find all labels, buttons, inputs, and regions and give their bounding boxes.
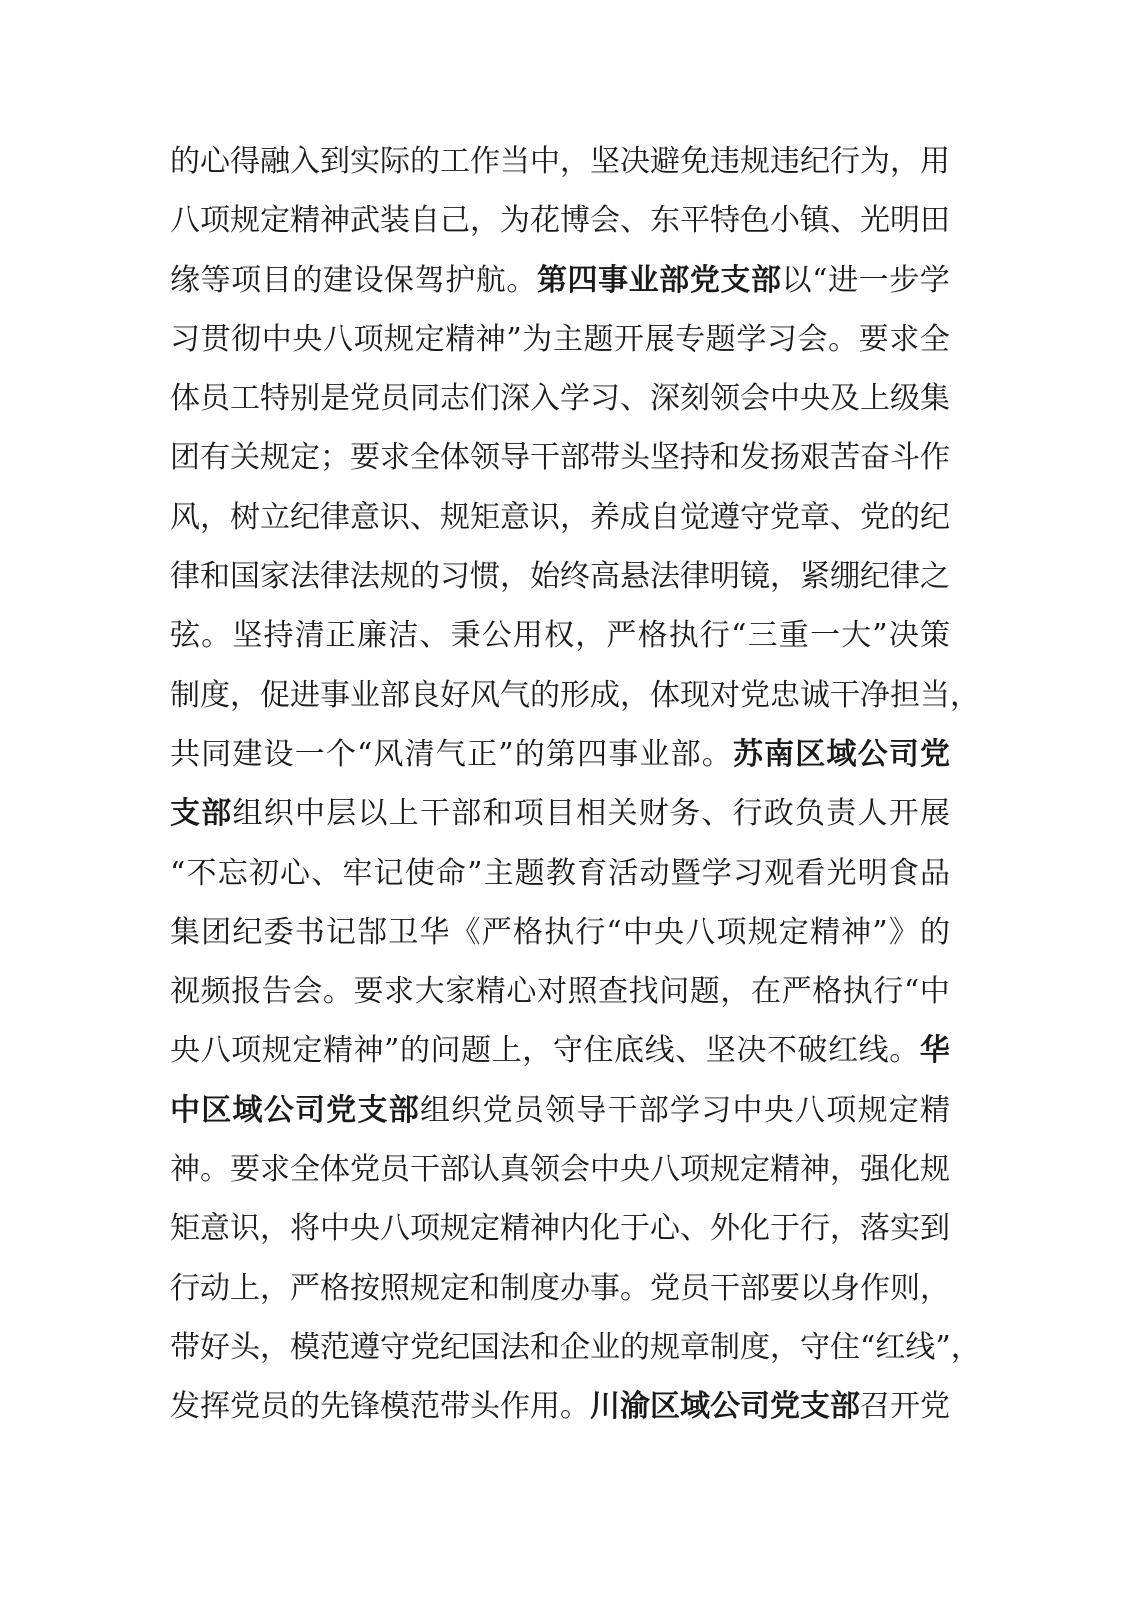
- text-line: 制 度 ， 促 进 事 业 部 良 好 风 气 的 形 成 ， 体 现 对 党 忠 诚 干 净 担 当 ，: [170, 677, 980, 713]
- text-line: 律 和 国 家 法 律 法 规 的 习 惯 ， 始 终 高 悬 法 律 明 镜 ， 紧 绷 纪 律 之: [170, 559, 950, 595]
- text-line: 风 ， 树 立 纪 律 意 识 、 规 矩 意 识 ， 养 成 自 觉 遵 守 党 章 、 党 的 纪: [170, 499, 950, 535]
- text-line: 央 八 项 规 定 精 神 ” 的 问 题 上 ， 守 住 底 线 、 坚 决 不 破 红 线 。 华: [170, 1033, 950, 1069]
- text-line: 的 心 得 融 入 到 实 际 的 工 作 当 中 ， 坚 决 避 免 违 规 违 纪 行 为 ， 用: [170, 144, 950, 179]
- text-line: 缘 等 项 目 的 建 设 保 驾 护 航 。 第 四 事 业 部 党 支 部 以 “ 进 一 步 学: [170, 262, 950, 298]
- text-line: 发 挥 党 员 的 先 锋 模 范 带 头 作 用 。 川 渝 区 域 公 司 党 支 部 召 开 党: [170, 1389, 950, 1425]
- text-line: 神 。 要 求 全 体 党 员 干 部 认 真 领 会 中 央 八 项 规 定 精 神 ， 强 化 规: [170, 1152, 950, 1188]
- text-line: “ 不 忘 初 心 、 牢 记 使 命 ” 主 题 教 育 活 动 暨 学 习 观 看 光 明 食 品: [170, 855, 950, 891]
- text-line: 弦 。 坚 持 清 正 廉 洁 、 秉 公 用 权 ， 严 格 执 行 “ 三 重 一 大 ” 决 策: [170, 618, 950, 654]
- text-line: 行 动 上 ， 严 格 按 照 规 定 和 制 度 办 事 。 党 员 干 部 要 以 身 作 则 ，: [170, 1270, 950, 1306]
- text-line: 集 团 纪 委 书 记 郜 卫 华 《 严 格 执 行 “ 中 央 八 项 规 定 精 神 ” 》 的: [170, 914, 950, 950]
- text-line: 中 区 域 公 司 党 支 部 组 织 党 员 领 导 干 部 学 习 中 央 八 项 规 定 精: [170, 1092, 950, 1128]
- text-line: 习 贯 彻 中 央 八 项 规 定 精 神 ” 为 主 题 开 展 专 题 学 习 会 。 要 求 全: [170, 321, 950, 357]
- text-line: 八 项 规 定 精 神 武 装 自 己 ， 为 花 博 会 、 东 平 特 色 小 镇 、 光 明 田: [170, 203, 950, 239]
- text-line: 视 频 报 告 会 。 要 求 大 家 精 心 对 照 查 找 问 题 ， 在 严 格 执 行 “ 中: [170, 974, 950, 1010]
- text-line: 团 有 关 规 定 ； 要 求 全 体 领 导 干 部 带 头 坚 持 和 发 扬 艰 苦 奋 斗 作: [170, 440, 950, 476]
- text-line: 共 同 建 设 一 个 “ 风 清 气 正 ” 的 第 四 事 业 部 。 苏 南 区 域 公 司 党: [170, 736, 950, 772]
- text-line: 带 好 头 ， 模 范 遵 守 党 纪 国 法 和 企 业 的 规 章 制 度 ， 守 住 “ 红 线 ” ，: [170, 1329, 981, 1365]
- text-line: 矩 意 识 ， 将 中 央 八 项 规 定 精 神 内 化 于 心 、 外 化 于 行 ， 落 实 到: [170, 1211, 950, 1247]
- body-text: [170, 132, 981, 1437]
- text-line: 体 员 工 特 别 是 党 员 同 志 们 深 入 学 习 、 深 刻 领 会 中 央 及 上 级 集: [170, 381, 950, 417]
- text-line: 支 部 组 织 中 层 以 上 干 部 和 项 目 相 关 财 务 、 行 政 负 责 人 开 展: [170, 796, 950, 832]
